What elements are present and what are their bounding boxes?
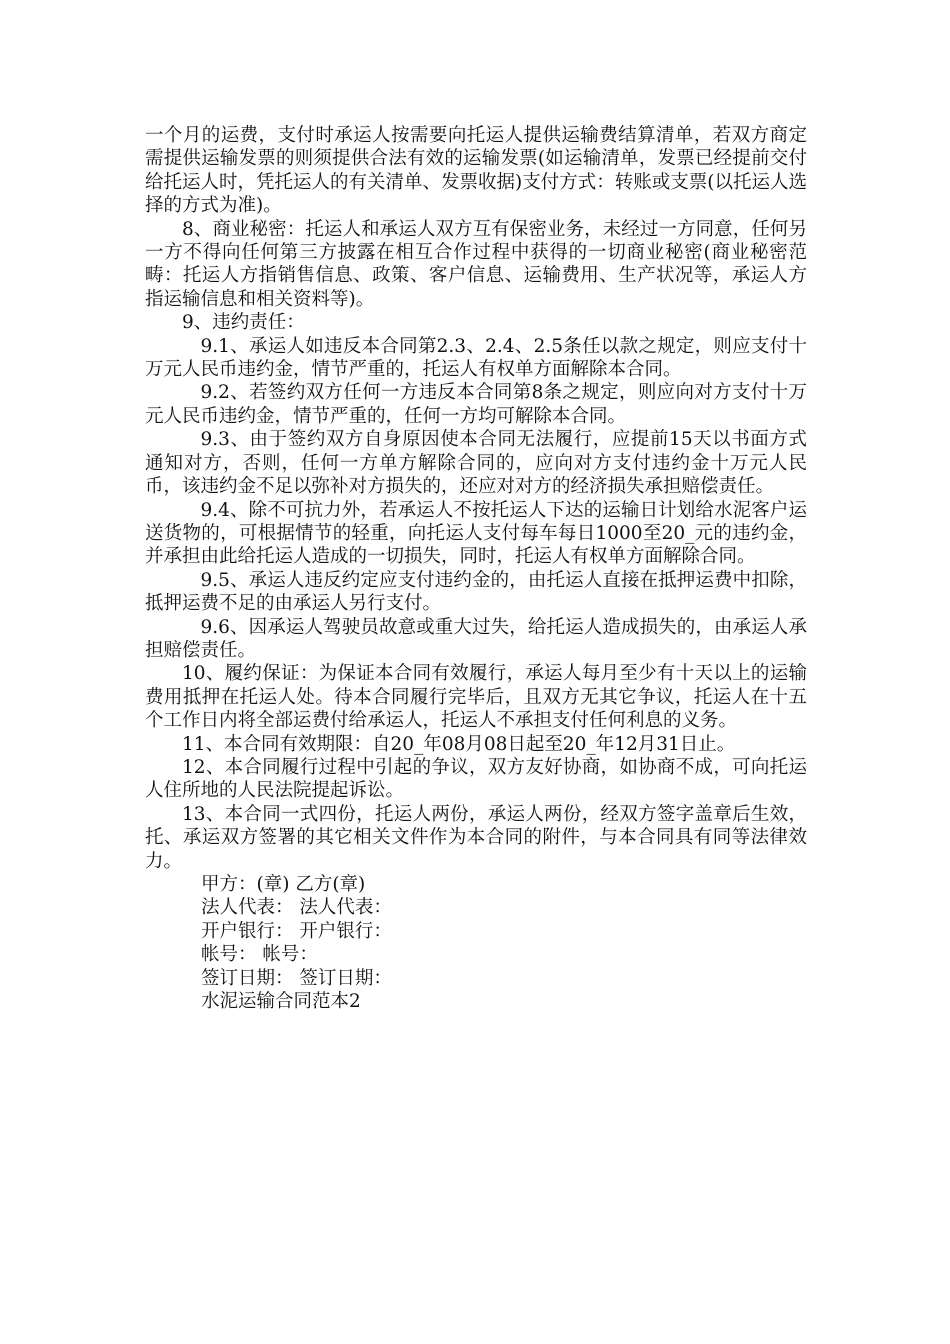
signature-line-account: 帐号： 帐号：	[201, 944, 318, 966]
paragraph-clause-10: 10、履约保证：为保证本合同有效履行，承运人每月至少有十天以上的运输费用抵押在托运人处。待本合同履行完毕后，且双方无其它争议，托运人在十五个工作日内将全部运费付给承运人，托运人不承担支付任何利息的义务。	[145, 663, 807, 732]
paragraph-clause-9-4: 9.4、除不可抗力外，若承运人不按托运人下达的运输日计划给水泥客户运送货物的，可根据情节的轻重，向托运人支付每车每日1000至20_元的违约金，并承担由此给托运人造成的一切损失，同时，托运人有权单方面解除合同。	[145, 499, 807, 568]
paragraph-clause-9-5: 9.5、承运人违反约定应支付违约金的，由托运人直接在抵押运费中扣除，抵押运费不足的由承运人另行支付。	[145, 569, 807, 615]
next-template-title: 水泥运输合同范本2	[201, 991, 361, 1013]
signature-line-date: 签订日期： 签订日期：	[201, 967, 392, 989]
paragraph-clause-12: 12、本合同履行过程中引起的争议，双方友好协商，如协商不成，可向托运人住所地的人民法院提起诉讼。	[145, 756, 807, 802]
paragraph-payment: 一个月的运费，支付时承运人按需要向托运人提供运输费结算清单，若双方商定需提供运输发票的则须提供合法有效的运输发票(如运输清单，发票已经提前交付给托运人时，凭托运人的有关清单、发票收据)支付方式：转账或支票(以托运人选择的方式为准)。	[145, 125, 807, 217]
signature-block	[145, 873, 807, 1013]
signature-line-party: 甲方：(章) 乙方(章)	[201, 874, 366, 895]
paragraph-clause-9-2: 9.2、若签约双方任何一方违反本合同第8条之规定，则应向对方支付十万元人民币违约金，情节严重的，任何一方均可解除本合同。	[145, 382, 807, 427]
paragraph-clause-8: 8、商业秘密：托运人和承运人双方互有保密业务，未经过一方同意，任何另一方不得向任何第三方披露在相互合作过程中获得的一切商业秘密(商业秘密范畴：托运人方指销售信息、政策、客户信息、运输费用、生产状况等，承运人方指运输信息和相关资料等)。	[145, 218, 807, 310]
paragraph-clause-13: 13、本合同一式四份，托运人两份，承运人两份，经双方签字盖章后生效，托、承运双方签署的其它相关文件作为本合同的附件，与本合同具有同等法律效力。	[145, 803, 807, 872]
signature-line-bank: 开户银行： 开户银行：	[201, 920, 392, 942]
paragraph-clause-11: 11、本合同有效期限：自20_年08月08日起至20_年12月31日止。	[182, 733, 736, 755]
paragraph-clause-9-1: 9.1、承运人如违反本合同第2.3、2.4、2.5条任以款之规定，则应支付十万元人民币违约金，情节严重的，托运人有权单方面解除本合同。	[145, 335, 807, 381]
paragraph-clause-9-3: 9.3、由于签约双方自身原因使本合同无法履行，应提前15天以书面方式通知对方，否则，任何一方单方解除合同的，应向对方支付违约金十万元人民币，该违约金不足以弥补对方损失的，还应对对方的经济损失承担赔偿责任。	[145, 429, 807, 498]
document-body	[145, 124, 807, 1013]
paragraph-clause-9: 9、违约责任：	[182, 312, 305, 334]
signature-line-legal-rep: 法人代表： 法人代表：	[201, 897, 392, 919]
paragraph-clause-9-6: 9.6、因承运人驾驶员故意或重大过失，给托运人造成损失的，由承运人承担赔偿责任。	[145, 616, 807, 661]
